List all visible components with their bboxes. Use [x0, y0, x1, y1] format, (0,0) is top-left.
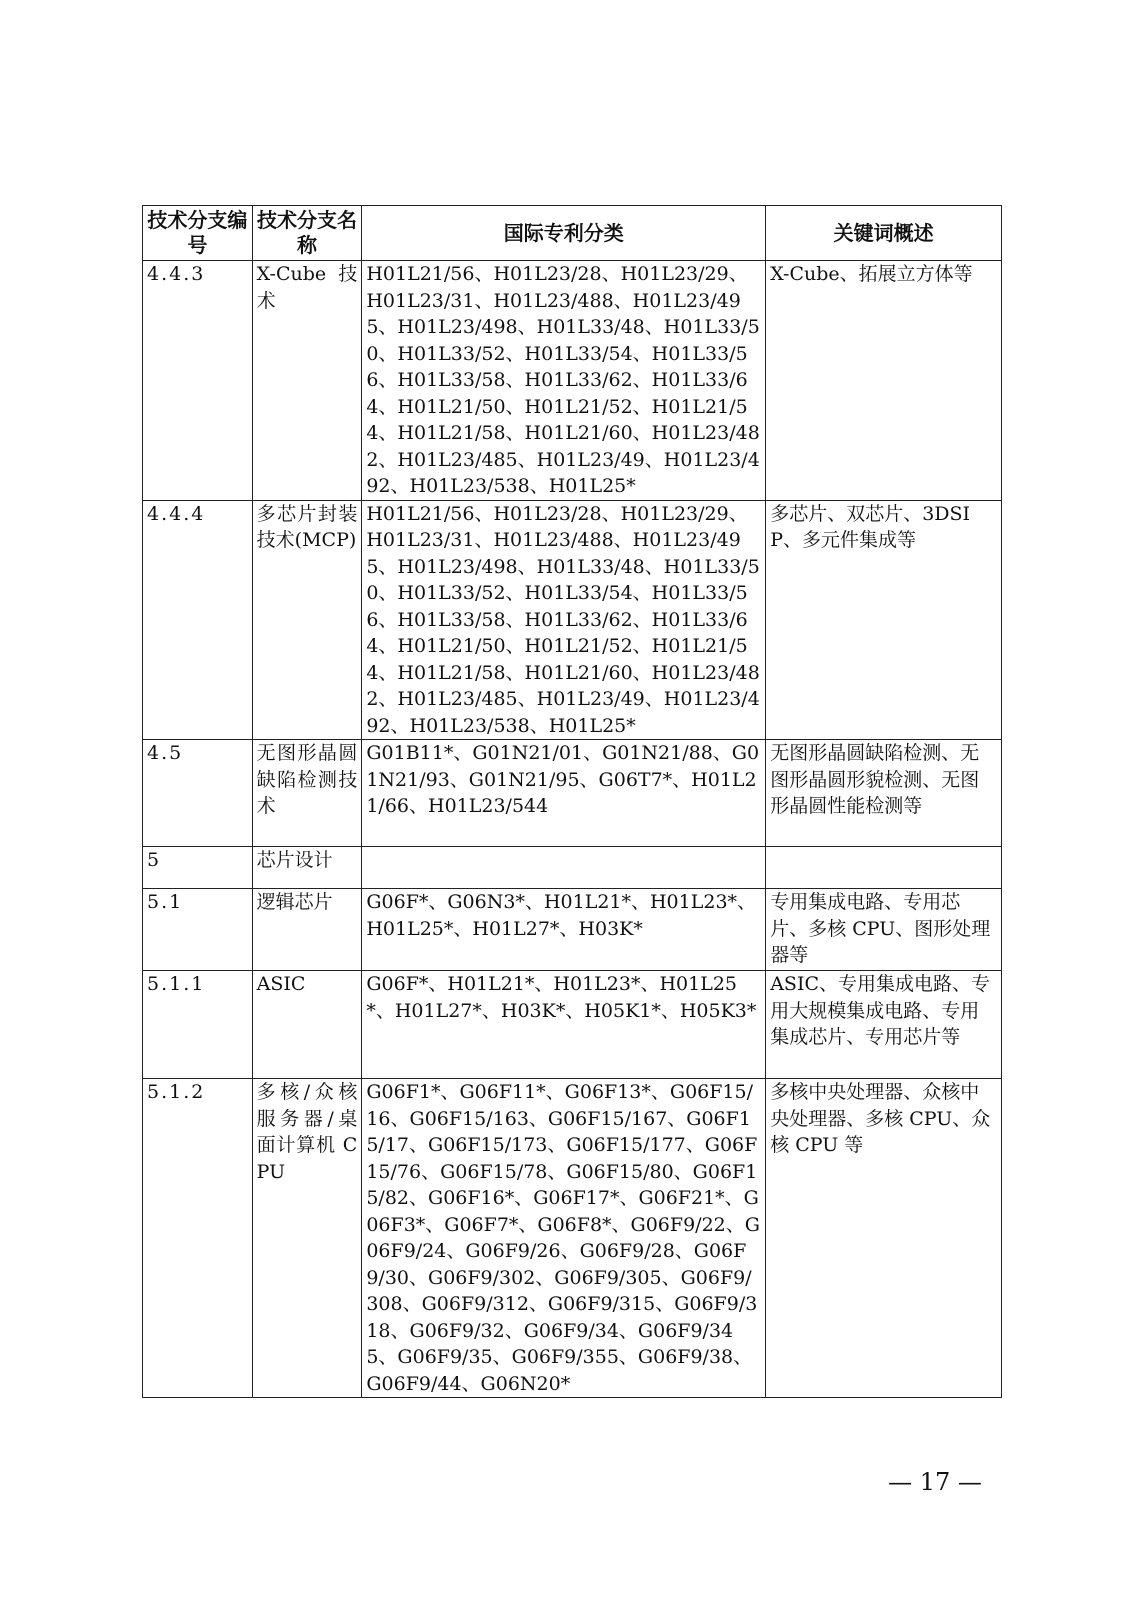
patent-classification-table — [142, 205, 1002, 1398]
branch-name: 逻辑芯片 — [252, 889, 362, 971]
table-row — [143, 971, 1002, 1079]
table-row — [143, 889, 1002, 971]
ipc-codes: G06F1*、G06F11*、G06F13*、G06F15/16、G06F15/163、G06F15/167、G06F15/17、G06F15/173、G06F15/177、G06F15/76、G06F15/78、G06F15/80、G06F15/82、G06F16*、G06F17*、G06F21*、G06F3*、G06F7*、G06F8*、G06F9/22、G06F9/24、G06F9/26、G06F9/28、G06F9/30、G06F9/302、G06F9/305、G06F9/308、G06F9/312、G06F9/315、G06F9/318、G06F9/32、G06F9/34、G06F9/345、G06F9/35、G06F9/355、G06F9/38、G06F9/44、G06N20* — [362, 1079, 766, 1398]
keywords: ASIC、专用集成电路、专用大规模集成电路、专用集成芯片、专用芯片等 — [766, 971, 1002, 1079]
keywords: 多芯片、双芯片、3DSIP、多元件集成等 — [766, 500, 1002, 740]
ipc-codes: G01B11*、G01N21/01、G01N21/88、G01N21/93、G01N21/95、G06T7*、H01L21/66、H01L23/544 — [362, 740, 766, 847]
branch-name: 多核/众核服务器/桌面计算机 CPU — [252, 1079, 362, 1398]
branch-id: 5.1 — [143, 889, 253, 971]
branch-id: 5.1.1 — [143, 971, 253, 1079]
header-keywords: 关键词概述 — [766, 206, 1002, 261]
keywords: 无图形晶圆缺陷检测、无图形晶圆形貌检测、无图形晶圆性能检测等 — [766, 740, 1002, 847]
ipc-codes: G06F*、G06N3*、H01L21*、H01L23*、H01L25*、H01L27*、H03K* — [362, 889, 766, 971]
branch-id: 4.5 — [143, 740, 253, 847]
branch-id: 4.4.3 — [143, 261, 253, 501]
table-header-row — [143, 206, 1002, 261]
header-ipc: 国际专利分类 — [362, 206, 766, 261]
keywords: 多核中央处理器、众核中央处理器、多核 CPU、众核 CPU 等 — [766, 1079, 1002, 1398]
branch-name: ASIC — [252, 971, 362, 1079]
branch-id: 5 — [143, 847, 253, 889]
table-row — [143, 500, 1002, 740]
branch-name: 多芯片封装技术(MCP) — [252, 500, 362, 740]
table-row — [143, 740, 1002, 847]
header-branch-name: 技术分支名称 — [252, 206, 362, 261]
table-row — [143, 1079, 1002, 1398]
branch-id: 4.4.4 — [143, 500, 253, 740]
keywords: X-Cube、拓展立方体等 — [766, 261, 1002, 501]
branch-id: 5.1.2 — [143, 1079, 253, 1398]
keywords: 专用集成电路、专用芯片、多核 CPU、图形处理器等 — [766, 889, 1002, 971]
table-row — [143, 261, 1002, 501]
table-row — [143, 847, 1002, 889]
header-branch-id: 技术分支编号 — [143, 206, 253, 261]
ipc-codes: G06F*、H01L21*、H01L23*、H01L25*、H01L27*、H03K*、H05K1*、H05K3* — [362, 971, 766, 1079]
branch-name: 芯片设计 — [252, 847, 362, 889]
keywords — [766, 847, 1002, 889]
ipc-codes — [362, 847, 766, 889]
page-number: — 17 — — [888, 1468, 982, 1496]
ipc-codes: H01L21/56、H01L23/28、H01L23/29、H01L23/31、H01L23/488、H01L23/495、H01L23/498、H01L33/48、H01L33/50、H01L33/52、H01L33/54、H01L33/56、H01L33/58、H01L33/62、H01L33/64、H01L21/50、H01L21/52、H01L21/54、H01L21/58、H01L21/60、H01L23/482、H01L23/485、H01L23/49、H01L23/492、H01L23/538、H01L25* — [362, 500, 766, 740]
branch-name: X-Cube 技术 — [252, 261, 362, 501]
branch-name: 无图形晶圆缺陷检测技术 — [252, 740, 362, 847]
ipc-codes: H01L21/56、H01L23/28、H01L23/29、H01L23/31、H01L23/488、H01L23/495、H01L23/498、H01L33/48、H01L33/50、H01L33/52、H01L33/54、H01L33/56、H01L33/58、H01L33/62、H01L33/64、H01L21/50、H01L21/52、H01L21/54、H01L21/58、H01L21/60、H01L23/482、H01L23/485、H01L23/49、H01L23/492、H01L23/538、H01L25* — [362, 261, 766, 501]
